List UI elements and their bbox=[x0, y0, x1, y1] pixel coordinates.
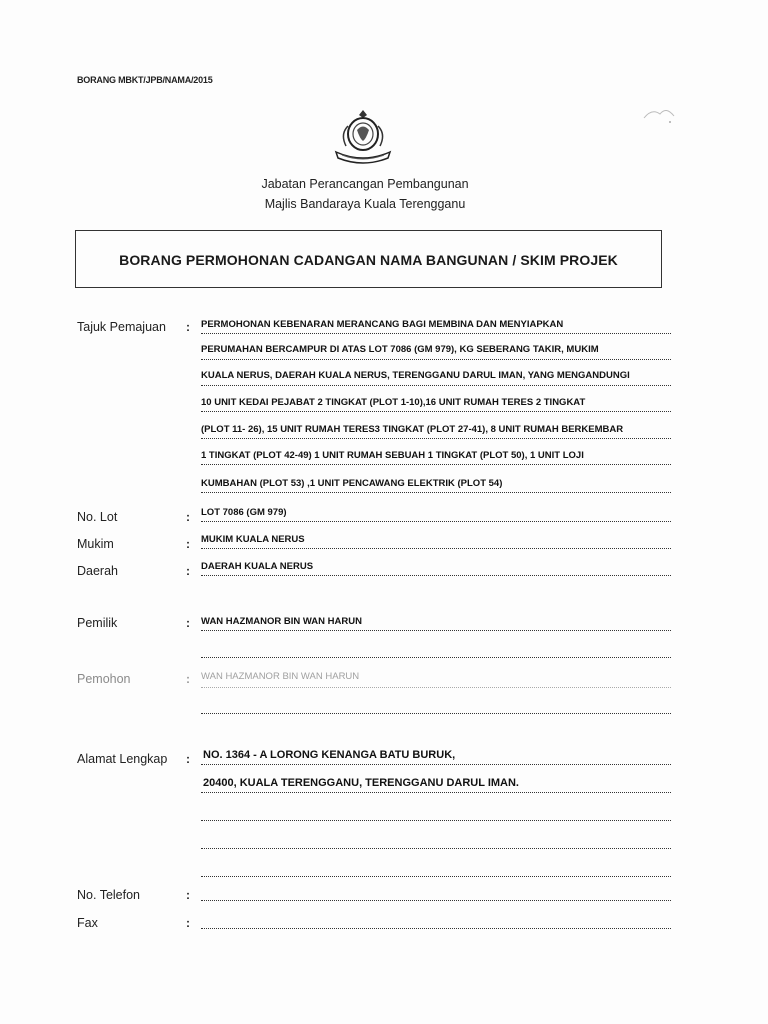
alamat-line: NO. 1364 - A LORONG KENANGA BATU BURUK, bbox=[203, 749, 456, 761]
colon: : bbox=[186, 564, 190, 578]
label-tajuk-pemajuan: Tajuk Pemajuan bbox=[77, 320, 166, 334]
value-pemilik: WAN HAZMANOR BIN WAN HARUN bbox=[201, 616, 362, 627]
department-name: Jabatan Perancangan Pembangunan bbox=[261, 177, 469, 191]
tajuk-line: PERMOHONAN KEBENARAN MERANCANG BAGI MEMBINA DAN MENYIAPKAN bbox=[201, 319, 564, 330]
colon: : bbox=[186, 752, 190, 766]
form-code: BORANG MBKT/JPB/NAMA/2015 bbox=[77, 75, 213, 85]
dotted-line bbox=[201, 803, 671, 821]
tajuk-line: PERUMAHAN BERCAMPUR DI ATAS LOT 7086 (GM 979), KG SEBERANG TAKIR, MUKIM bbox=[201, 344, 599, 355]
value-no-lot: LOT 7086 (GM 979) bbox=[201, 507, 287, 518]
tajuk-line: KUMBAHAN (PLOT 53) ,1 UNIT PENCAWANG ELEKTRIK (PLOT 54) bbox=[201, 478, 503, 489]
tajuk-line: (PLOT 11- 26), 15 UNIT RUMAH TERES3 TINGKAT (PLOT 27-41), 8 UNIT RUMAH BERKEMBAR bbox=[201, 424, 624, 435]
label-no-lot: No. Lot bbox=[77, 510, 118, 524]
council-crest-icon bbox=[328, 106, 398, 170]
dotted-line bbox=[201, 859, 671, 877]
dotted-line bbox=[201, 883, 671, 901]
tajuk-line: 1 TINGKAT (PLOT 42-49) 1 UNIT RUMAH SEBUAH 1 TINGKAT (PLOT 50), 1 UNIT LOJI bbox=[201, 450, 584, 461]
value-mukim: MUKIM KUALA NERUS bbox=[201, 534, 305, 545]
colon: : bbox=[186, 616, 190, 630]
colon: : bbox=[186, 320, 190, 334]
colon: : bbox=[186, 888, 190, 902]
label-alamat: Alamat Lengkap bbox=[77, 752, 168, 766]
form-title: BORANG PERMOHONAN CADANGAN NAMA BANGUNAN / SKIM PROJEK bbox=[119, 252, 618, 268]
label-pemohon: Pemohon bbox=[77, 672, 131, 686]
colon: : bbox=[186, 537, 190, 551]
dotted-line bbox=[201, 696, 671, 714]
value-daerah: DAERAH KUALA NERUS bbox=[201, 561, 314, 572]
colon: : bbox=[186, 510, 190, 524]
scan-smudge bbox=[640, 100, 680, 130]
dotted-line bbox=[201, 640, 671, 658]
dotted-line bbox=[201, 911, 671, 929]
label-pemilik: Pemilik bbox=[77, 616, 118, 630]
tajuk-line: 10 UNIT KEDAI PEJABAT 2 TINGKAT (PLOT 1-10),16 UNIT RUMAH TERES 2 TINGKAT bbox=[201, 397, 586, 408]
form-title-box bbox=[75, 230, 662, 288]
council-name: Majlis Bandaraya Kuala Terengganu bbox=[264, 197, 466, 211]
alamat-line: 20400, KUALA TERENGGANU, TERENGGANU DARUL IMAN. bbox=[203, 777, 519, 789]
tajuk-line: KUALA NERUS, DAERAH KUALA NERUS, TERENGGANU DARUL IMAN, YANG MENGANDUNGI bbox=[201, 370, 630, 381]
colon: : bbox=[186, 916, 190, 930]
colon: : bbox=[186, 672, 190, 686]
label-mukim: Mukim bbox=[77, 537, 114, 551]
label-daerah: Daerah bbox=[77, 564, 118, 578]
label-fax: Fax bbox=[77, 916, 98, 930]
dotted-line bbox=[201, 831, 671, 849]
value-pemohon: WAN HAZMANOR BIN WAN HARUN bbox=[201, 671, 360, 682]
label-telefon: No. Telefon bbox=[77, 888, 141, 902]
